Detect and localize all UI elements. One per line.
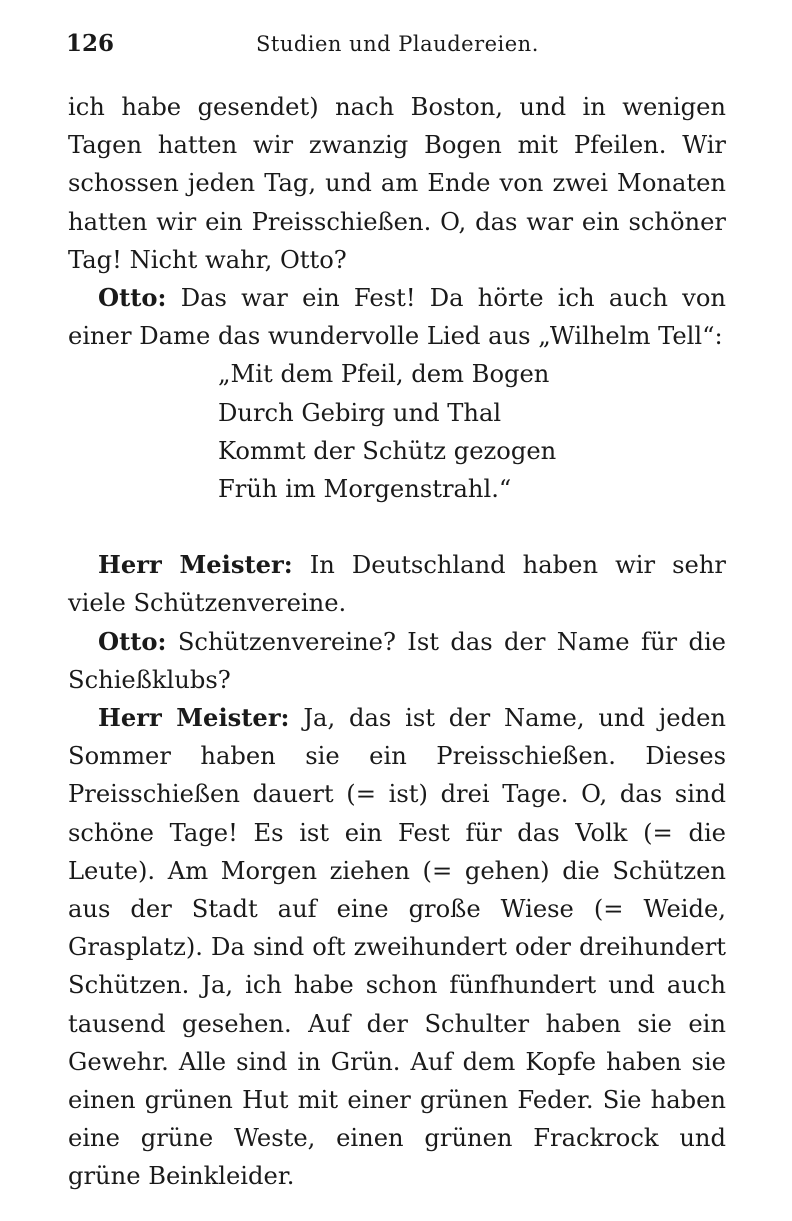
verse-line: Kommt der Schütz gezogen xyxy=(218,436,557,465)
speaker-label: Herr Meister: xyxy=(98,550,293,580)
dialogue-text: In Deutschland haben wir sehr viele Schützenvereine. xyxy=(68,551,726,618)
dialogue-text: Ja, das ist der Name, und jeden Sommer haben sie ein Preisschießen. Dieses Preisschießen dauert (= ist) drei Tage. O, das sind schöne Tage! Es ist ein Fest für das Volk (= die Leute). Am Morgen ziehen (= gehen) die Schützen aus der Stadt auf eine große Wiese (= Weide, Grasplatz). Da sind oft zweihundert oder dreihundert Schützen. Ja, ich habe schon fünfhundert und auch tausend gesehen. Auf der Schulter haben sie ein Gewehr. Alle sind in Grün. Auf dem Kopfe haben sie einen grünen Hut mit einer grünen Feder. Sie haben eine grüne Weste, einen grünen Frackrock und grüne Beinkleider. xyxy=(68,704,726,1191)
speaker-label: Otto: xyxy=(98,626,167,656)
dialogue-text: Schützenvereine? Ist das der Name für die Schießklubs? xyxy=(68,627,726,694)
verse-line: Früh im Morgenstrahl.“ xyxy=(218,475,512,504)
running-head: Studien und Plaudereien. xyxy=(256,32,539,56)
page-header xyxy=(66,30,726,62)
verse-line: Durch Gebirg und Thal xyxy=(218,398,502,427)
dialogue-meister-2 xyxy=(68,699,726,1196)
dialogue-otto-1 xyxy=(68,279,726,355)
paragraph-continuation: ich habe gesendet) nach Boston, und in wenigen Tagen hatten wir zwanzig Bogen mit Pfeilen. Wir schossen jeden Tag, und am Ende von zwei Monaten hatten wir ein Preisschießen. O, das war ein schöner Tag! Nicht wahr, Otto? xyxy=(68,93,726,274)
dialogue-otto-2 xyxy=(68,623,726,699)
speaker-label: Otto: xyxy=(98,283,167,313)
verse-line: „Mit dem Pfeil, dem Bogen xyxy=(218,360,550,389)
body-text xyxy=(68,88,726,1196)
verse-quote xyxy=(218,355,726,508)
page-number: 126 xyxy=(66,30,115,57)
dialogue-text: Das war ein Fest! Da hörte ich auch von einer Dame das wundervolle Lied aus „Wilhelm Tell“: xyxy=(68,284,726,351)
stanza-gap xyxy=(68,508,726,546)
dialogue-meister-1 xyxy=(68,546,726,622)
speaker-label: Herr Meister: xyxy=(98,703,290,733)
